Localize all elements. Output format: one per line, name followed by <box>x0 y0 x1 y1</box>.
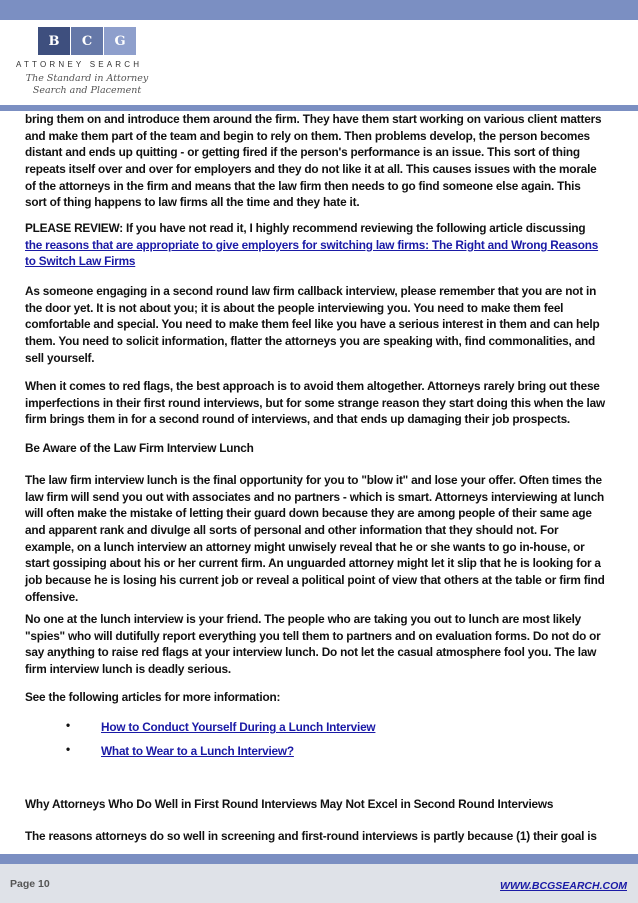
paragraph-reasons <box>25 828 597 845</box>
paragraph-intro <box>25 111 601 211</box>
text-line: repeats itself over and over for employers and they do not like it at all. This causes issues with the morale <box>25 162 597 177</box>
article-link-switch-law-firms[interactable]: to Switch Law Firms <box>25 254 136 269</box>
text-line: The reasons attorneys do so well in screening and first-round interviews is partly because (1) their goal is <box>25 829 597 843</box>
bullet-icon: • <box>66 742 71 756</box>
website-link[interactable]: WWW.BCGSEARCH.COM <box>500 880 627 892</box>
section-heading-lunch <box>25 440 254 457</box>
text-line: Why Attorneys Who Do Well in First Round Interviews May Not Excel in Second Round Interviews <box>25 797 554 811</box>
text-line: firm interview lunch is deadly serious. <box>25 662 231 677</box>
text-line: No one at the lunch interview is your friend. The people who are taking you out to lunch are most likely <box>25 612 582 626</box>
logo-letter-c: C <box>71 27 103 55</box>
link-line <box>25 253 598 270</box>
paragraph-red-flags <box>25 378 605 428</box>
text-line: As someone engaging in a second round law firm callback interview, please remember that you are not in <box>25 284 597 298</box>
bullet-icon: • <box>66 718 71 732</box>
text-line: the door yet. It is not about you; it is about the people interviewing you. You need to make them feel <box>25 300 564 315</box>
logo-letter-g: G <box>104 27 136 55</box>
paragraph-please-review <box>25 220 598 270</box>
link-line <box>25 237 598 254</box>
article-link-lunch-attire[interactable]: What to Wear to a Lunch Interview? <box>101 744 294 758</box>
text-line: sell yourself. <box>25 350 95 365</box>
tagline-line: Search and Placement <box>32 85 142 96</box>
text-line: and make them part of the team and begin to rely on them. Then problems develop, the person becomes <box>25 128 590 143</box>
paragraph-see-following <box>25 689 280 706</box>
paragraph-callback-interview <box>25 283 599 366</box>
footer-divider <box>0 854 638 864</box>
section-heading-second-round <box>25 796 553 813</box>
page-number: Page 10 <box>10 878 50 890</box>
paragraph-lunch <box>25 472 605 606</box>
text-line: job because he is losing his current job or reveal a political point of view that others at the table or firm find <box>25 573 605 588</box>
text-line: example, on a lunch interview an attorney might unwisely reveal that he or she wants to go in-house, or <box>25 539 585 554</box>
text-line: offensive. <box>25 589 79 604</box>
text-line: say anything to raise red flags at your interview lunch. Do not let the casual atmosphere fool you. The law <box>25 645 597 660</box>
logo-subtitle: ATTORNEY SEARCH <box>16 60 143 69</box>
text-line: PLEASE REVIEW: If you have not read it, I highly recommend reviewing the following article discussing <box>25 221 586 235</box>
text-line: firm brings them in for a second round of interviews, and that ends up damaging their job prospects. <box>25 412 571 427</box>
page-footer <box>0 864 638 903</box>
text-line: law firm will send you out with associates and no partners - which is smart. Attorneys interviewing at lunch <box>25 489 605 504</box>
text-line: bring them on and introduce them around the firm. They have them start working on various client matters <box>25 112 602 126</box>
logo-letter-b: B <box>38 27 70 55</box>
tagline-line: The Standard in Attorney <box>25 73 149 84</box>
tagline <box>22 73 152 97</box>
text-line: "spies" who will dutifully report everything you tell them to partners and on evaluation forms. Do not do or <box>25 628 601 643</box>
text-line: start gossiping about his or her current firm. An unguarded attorney might let it slip that he is looking for a <box>25 556 601 571</box>
text-line: them. You need to solicit information, flatter the attorneys you are speaking with, find commonalities, and <box>25 334 596 349</box>
paragraph-no-friend <box>25 611 601 678</box>
text-line: comfortable and special. You need to make them feel like you have a serious interest in them and can help <box>25 317 600 332</box>
article-link-switch-law-firms[interactable]: the reasons that are appropriate to give employers for switching law firms: The Right and Wrong Reasons <box>25 237 599 252</box>
text-line: The law firm interview lunch is the final opportunity for you to "blow it" and lose your offer. Often times the <box>25 473 602 487</box>
text-line: will often make the mistake of letting their guard down because they are among people of their same age <box>25 506 592 521</box>
text-line: Be Aware of the Law Firm Interview Lunch <box>25 441 254 455</box>
text-line: and apparent rank and divulge all sorts of personal and other information that they should not. For <box>25 523 559 538</box>
text-line: When it comes to red flags, the best approach is to avoid them altogether. Attorneys rarely bring out these <box>25 379 600 393</box>
text-line: imperfections in their first round interviews, but for some strange reason they start doing this when the law <box>25 395 605 410</box>
text-line: of the attorneys in the firm and means that the law firm then needs to go find someone else again. This <box>25 178 581 193</box>
bcg-logo <box>16 27 149 96</box>
article-link-lunch-conduct[interactable]: How to Conduct Yourself During a Lunch Interview <box>101 720 376 734</box>
text-line: sort of thing happens to law firms all the time and they hate it. <box>25 195 360 210</box>
top-banner <box>0 0 638 20</box>
text-line: distant and ends up quitting - or getting fired if the person's performance is an issue. This sort of thing <box>25 145 580 160</box>
text-line: See the following articles for more information: <box>25 690 281 704</box>
